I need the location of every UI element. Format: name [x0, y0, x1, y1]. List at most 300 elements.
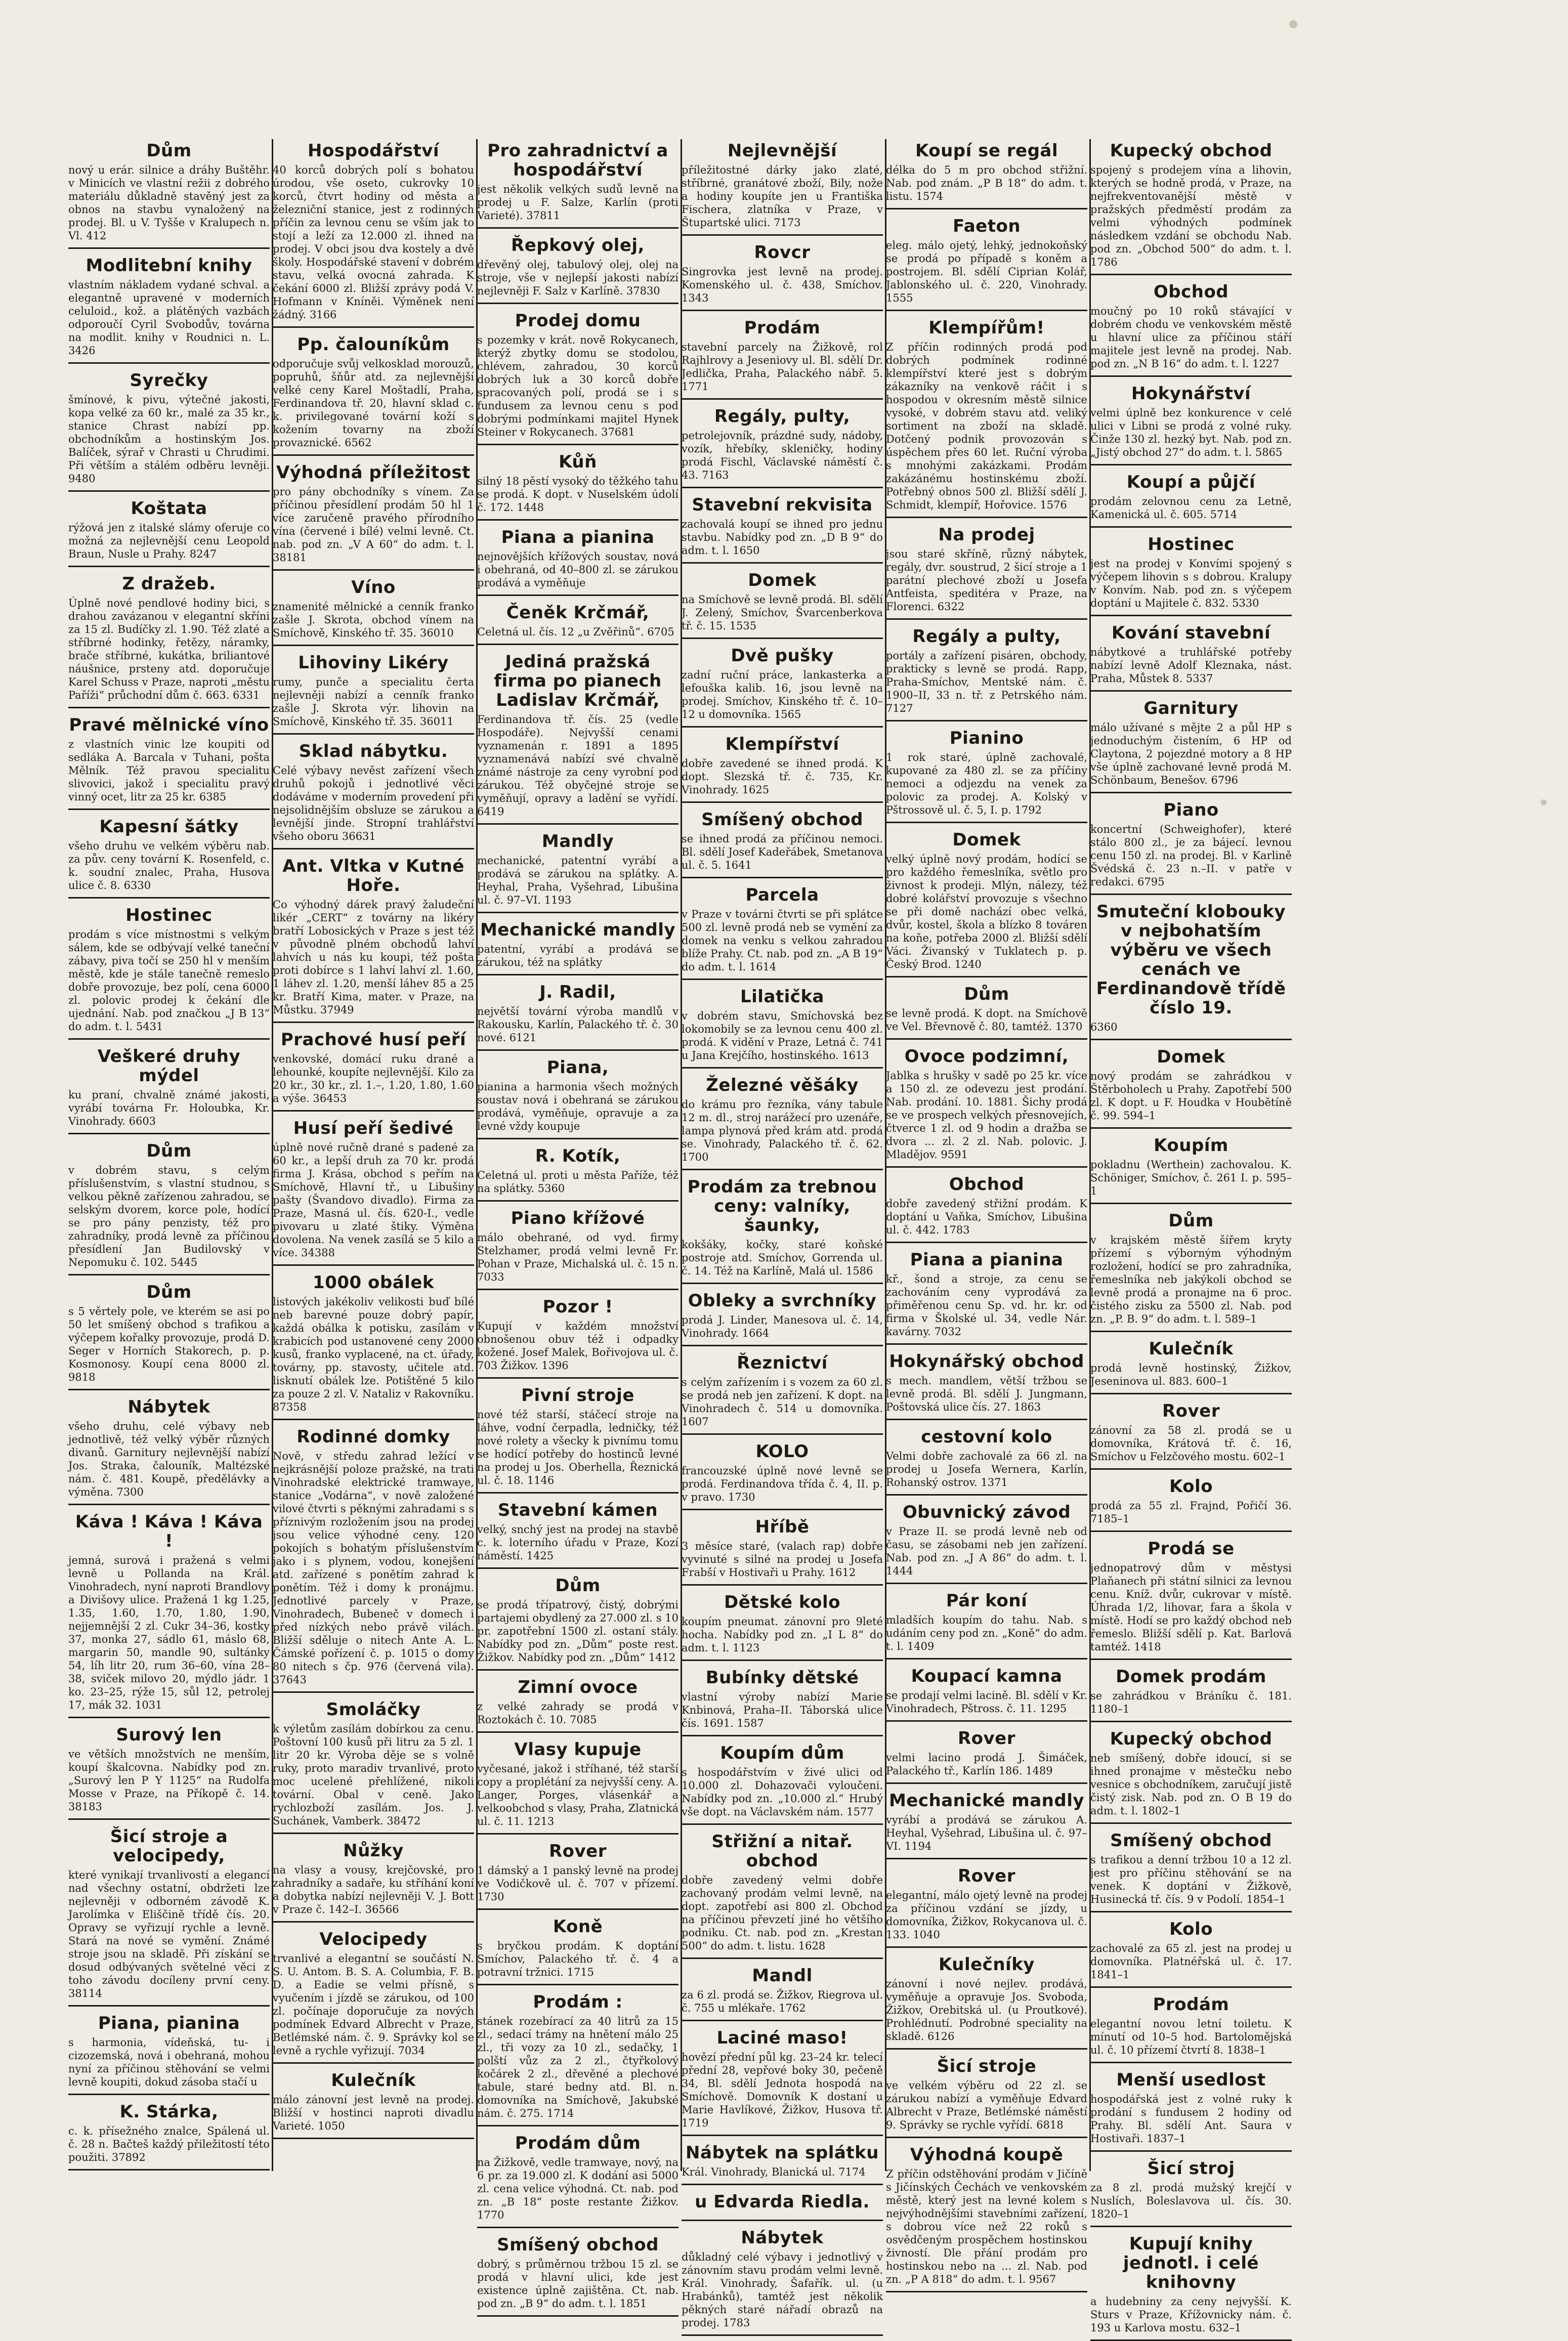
ad-body: vlastním nákladem vydané schval. a elegantně upravené v moderních celuloid., kož. a plátěných vazbách odporoučí Cyril Svobodův, továrna na modlit. knihy v Roudnici n. L. 3426: [68, 279, 270, 357]
classified-ad: [273, 653, 474, 735]
ad-body: 1 rok staré, úplně zachovalé, kupované za 480 zl. se za příčiny nemoci a odjezdu na venek za polovic za prodej. A. Kolský v Pštrossově ul. č. 5, I. p. 1792: [886, 751, 1087, 816]
ad-body: dřevěný olej, tabulový olej, olej na stroje, vše v nejlepší jakosti nabízí nejlevněji F. Salz v Karlíně. 37830: [477, 259, 679, 297]
ad-heading: Smuteční klobouky v nejbohatším výběru ve všech cenách ve Ferdinandově třídě číslo 19.: [1096, 902, 1286, 1018]
ad-heading: Velocipedy: [319, 1929, 428, 1949]
ad-heading: Domek prodám: [1116, 1667, 1266, 1687]
ad-body: do krámu pro řezníka, vány tabule 12 m. dl., stroj narážecí pro uzenáře, lampa plynová před krám atd. prodá se. Vinohrady, Palackého tř. č. 62. 1700: [682, 1098, 883, 1163]
ad-heading: KOLO: [755, 1441, 809, 1462]
ad-body: s mech. mandlem, větší tržbou se levně prodá. Bl. sdělí J. Jungmann, Poštovská ulice čís. 27. 1863: [886, 1375, 1087, 1413]
classified-ad: [682, 1517, 883, 1586]
classified-ad: [273, 463, 474, 571]
ad-body: příležitostné dárky jako zlaté, stříbrné, granátové zboží, Bily, nože a hodiny koupíte jen u Františka Fischera, zlatníka v Praze, v Štupartské ulici. 7173: [682, 164, 883, 229]
ad-body: zánovní za 58 zl. prodá se u domovníka, Krátová tř. č. 16, Smíchov u Felzčového mostu. 602–1: [1090, 1424, 1292, 1463]
ad-heading: Klempířství: [725, 734, 839, 754]
classified-ad: [886, 1667, 1087, 1722]
ad-body: c. k. přísežného znalce, Spálená ul. č. 28 n. Bačteš každý přiležitostí této použiti. 37892: [68, 2125, 270, 2163]
ad-body: Singrovka jest levně na prodej. Komenského ul. č. 438, Smíchov. 1343: [682, 266, 883, 304]
ad-body: v Praze v továrni čtvrti se při splátce 500 zl. levně prodá neb se vymění za domek na venku s velkou zahradou blíže Prahy. Ct. nab. pod zn. „A B 19“ do adm. t. l. 1614: [682, 908, 883, 973]
ad-heading: Pivní stroje: [521, 1385, 634, 1406]
ad-body: nový prodám se zahrádkou v Štěrboholech u Prahy. Zapotřebí 500 zl. K dopt. u F. Houdka v Houbětíně č. 99. 594–1: [1090, 1070, 1292, 1122]
classified-ad: [886, 1250, 1087, 1345]
ad-body: důkladný celé výbavy i jednotlivý v zánovním stavu prodám velmi levně. Král. Vinohrady, Šafařík. ul. (u Hrabánků), tamtéž jest několik pěkných staré nářadí obrazů na prodej. 1783: [682, 2251, 883, 2329]
classified-ad: [682, 571, 883, 639]
ad-body: hovězí přední půl kg. 23–24 kr. telecí přední 28, vepřové boky 30, pečeně 34, Bl. sdělí Jednota hospodá na Smíchově. Domovník K dostaní u Marie Havlíkové, Žižkov, Husova tř. 1719: [682, 2051, 883, 2129]
ad-body: se levně prodá. K dopt. na Smíchově ve Vel. Břevnově č. 80, tamtéž. 1370: [886, 1007, 1087, 1033]
ad-heading: Nábytek: [128, 1397, 210, 1417]
classified-ad: [68, 574, 270, 708]
ad-body: největší tovární výroba mandlů v Rakousku, Karlín, Palackého tř. č. 30 nové. 6121: [477, 1005, 679, 1044]
classified-ad: [68, 371, 270, 492]
classified-ad: [477, 528, 679, 596]
classified-ad: [886, 217, 1087, 311]
ad-body: velmi lacino prodá J. Šimáček, Palackého tř., Karlín 186. 1489: [886, 1752, 1087, 1777]
ad-body: elegantní novou letní toiletu. K mínutí od 10–5 hod. Bartolomějská ul. č. 10 přízemí čtvrtí 8. 1838–1: [1090, 2018, 1292, 2056]
classified-ad: [886, 1955, 1087, 2050]
ad-heading: Pár koní: [946, 1591, 1028, 1611]
ad-heading: Obchod: [1153, 282, 1229, 302]
ad-heading: Vlasy kupuje: [514, 1739, 642, 1760]
ad-body: Kupují v každém množství obnošenou obuv též i odpadky kožené. Josef Malek, Bořivojova ul. č. 703 Žižkov. 1396: [477, 1320, 679, 1372]
classified-ad: [477, 983, 679, 1051]
ad-body: francouzské úplně nové levně se prodá. Ferdinandova třída č. 4, II. p. v pravo. 1730: [682, 1465, 883, 1503]
classified-ad: [886, 627, 1087, 721]
ad-body: které vynikají trvanlivostí a elegancí nad všechny ostatní, obdržeti lze nejlevněji v odborném závodě K. Jarolímka v Eliščině třídě čís. 20. Opravy se vyřizují rychle a levně. Stará na nové se vymění. Známé stroje jsou na skladě. Při získání se dosud odbývaných světelné věci z toho závodu docíleny první ceny. 38114: [68, 1869, 270, 1999]
classified-ad: [477, 236, 679, 304]
ad-heading: Kůň: [559, 452, 597, 472]
classified-ad: [682, 1177, 883, 1284]
classified-ad: [886, 318, 1087, 518]
ad-body: velmi úplně bez konkurence v celé ulici v Libni se prodá z volné ruky. Činže 130 zl. hezký byt. Nab. pod zn. „Jistý obchod 27“ do adm. t. l. 5865: [1090, 407, 1292, 458]
ad-body: Ferdinandova tř. čís. 25 (vedle Hospodáře). Nejvyšší cenami vyznamenán r. 1891 a 1895 vyznamenává nabízí své chvalně známé nástroje za ceny vyrobní pod zárukou. Též obyčejné stroje se vyměňují, opravy a ladění se vyřídí. 6419: [477, 713, 679, 818]
ad-heading: Prodám :: [533, 1992, 623, 2012]
classified-ad: [1090, 1211, 1292, 1332]
classified-ad: [477, 1058, 679, 1139]
classified-ad: [477, 1678, 679, 1733]
classified-ad: [886, 141, 1087, 209]
ad-body: Celetná ul. proti u města Paříže, též na splátky. 5360: [477, 1169, 679, 1195]
ad-heading: Smíšený obchod: [701, 810, 863, 830]
classified-ad: [886, 1352, 1087, 1420]
ad-heading: Koupím dům: [720, 1743, 844, 1763]
ad-heading: Kupecký obchod: [1110, 1729, 1273, 1749]
ad-heading: Čeněk Krčmář,: [506, 603, 650, 623]
ad-body: zachovalé za 65 zl. jest na prodej u domovníka. Platnéřská ul. č. 17. 1841–1: [1090, 1942, 1292, 1981]
classified-ad: [682, 1442, 883, 1510]
ad-heading: Kování stavební: [1111, 623, 1271, 643]
ad-heading: Rovcr: [754, 242, 811, 263]
ad-body: ve větších množstvích ne menším, koupí škalcovna. Nabídky pod zn. „Surový len P Y 1125“ na Rudolfa Mosse v Praze, na Příkopě č. 14. 38183: [68, 1748, 270, 1813]
ad-body: nábytkové a truhlářské potřeby nabízí levně Adolf Kleznaka, nást. Praha, Můstek 8. 5337: [1090, 646, 1292, 685]
classified-ad: [682, 1291, 883, 1346]
classified-ad: [1090, 2070, 1292, 2152]
ad-heading: Víno: [351, 577, 396, 598]
classified-ad: [1090, 2234, 1292, 2341]
ad-heading: Dům: [964, 984, 1009, 1004]
ad-heading: Surový len: [116, 1725, 222, 1745]
ad-body: vyrábí a prodává se zárukou A. Heyhal, Vyšehrad, Libušina ul. č. 97–VI. 1194: [886, 1814, 1087, 1852]
classified-ad: [1090, 1667, 1292, 1722]
ad-heading: Mechanické mandly: [480, 920, 676, 940]
ad-heading: Obuvnický závod: [902, 1502, 1071, 1522]
ad-heading: Stavební kámen: [497, 1500, 658, 1520]
classified-ad: [682, 810, 883, 878]
ad-heading: Šicí stroje: [937, 2056, 1037, 2076]
classified-ad: [682, 2228, 883, 2336]
ad-body: v dobrém stavu, s celým příslušenstvím, s vlastní studnou, s velkou pěkně zařízenou zahradou, se selským dvorem, korce pole, hodící se pro pány penzisty, též pro zahradníky, prodá levně za příčinou přesídlení Jan Budilovský v Nepomuku č. 102. 5445: [68, 1164, 270, 1268]
ad-heading: Garnitury: [1143, 698, 1239, 718]
ad-body: vyčesané, jakož i stříhané, též starší copy a proplétání za nejvyšší ceny. A. Langer, Porges, vlásenkář a velkoobchod s vlasy, Praha, Zlatnická ul. č. 11. 1213: [477, 1763, 679, 1827]
ad-body: mechanické, patentní vyrábí a prodává se zárukou na splátky. A. Heyhal, Praha, Vyšehrad, Libušina ul. č. 97–VI. 1193: [477, 855, 679, 906]
ad-body: dobře zavedené se ihned prodá. K dopt. Slezská tř. č. 735, Kr. Vinohrady. 1625: [682, 757, 883, 796]
ad-body: patentní, vyrábí a prodává se zárukou, též na splátky: [477, 943, 679, 968]
ad-body: Celé výbavy nevěst zařízení všech druhů pokojů i jednotlivé věci dodáváme v moderním provedení při nejsolidnějším obsluze se zárukou a levnější jinde. Stropní trahlářství všeho oboru 36631: [273, 764, 474, 842]
ad-body: velký, snchý jest na prodej na stavbě c. k. loterního úřadu v Praze, Kozí náměstí. 1425: [477, 1523, 679, 1562]
classified-ad: [886, 1047, 1087, 1168]
ad-heading: Koštata: [131, 498, 207, 519]
ad-heading: Hostinec: [125, 905, 213, 925]
ad-heading: Pozor !: [542, 1297, 613, 1317]
ad-body: s harmonia, vídeňská, tu- i cizozemská, nová i obehraná, mohou nyní za příčinou stěhování se velmi levně koupiti, dokud zásoba stačí u: [68, 2036, 270, 2088]
ad-body: k výletům zasílám dobírkou za cenu. Poštovní 100 kusů při litru za 5 zl. 1 litr 20 kr. Výroba děje se s volně ruky, proto maradiv trvanlivé, proto moc ucelené přehlížené, nikoli tovární. Obal v ceně. Jako rychlozboží zasílám. Jos. J. Suchánek, Vamberk. 38472: [273, 1723, 474, 1827]
ad-heading: Piano křížové: [511, 1208, 645, 1228]
classified-ad: [682, 1593, 883, 1661]
ad-heading: Hokynářský obchod: [889, 1351, 1084, 1372]
ad-body: mladších koupím do tahu. Nab. s udáním ceny pod zn. „Koně“ do adm. t. l. 1409: [886, 1614, 1087, 1652]
ad-heading: Koupím: [1154, 1135, 1228, 1156]
ad-heading: Zimní ovoce: [518, 1677, 638, 1697]
ad-heading: Lilatička: [740, 987, 825, 1007]
ad-heading: K. Stárka,: [119, 2102, 219, 2122]
ad-heading: Výhodná koupě: [910, 2145, 1064, 2165]
ad-heading: Hokynářství: [1131, 384, 1251, 404]
ad-body: neb smíšený, dobře idoucí, si se ihned pronajme v městečku nebo vesnice s obchodníkem, zaručují jistě čistý zisk. Nab. pod zn. O B 19 do adm. t. l. 1802–1: [1090, 1752, 1292, 1817]
classified-ad: [273, 1841, 474, 1923]
ad-body: spojený s prodejem vína a lihovin, kterých se hodně prodá, v Praze, na nejfrekventovanější městě v pražských předměstí prodám za velmi výhodných podmínek následkem vzdání se obchodu Nab. pod zn. „Obchod 500“ do adm. t. l. 1786: [1090, 164, 1292, 268]
ad-heading: Piana a pianina: [910, 1250, 1064, 1270]
classified-ad: [886, 1791, 1087, 1859]
ad-body: prodá za 55 zl. Frajnd, Pořičí 36. 7185–1: [1090, 1500, 1292, 1525]
ad-body: 6360: [1090, 1021, 1118, 1033]
classified-ad: [1090, 1831, 1292, 1912]
ad-body: Nově, v středu zahrad ležící v nejkrásnější poloze pražské, na trati Vinohradské elektrické tramwaye, stanice „Vodárna“, v nově založené vilové čtvrti s pěknými zahradami s s příznivým rozložením jsou na prodej jsou velice výhodné ceny. 120 pokojích s bohatým příslušenstvím jako i s plynem, vodou, konejšení atd. zařízené s ponětím zahrad k ponětím. Též i domy k pronájmu. Jednotlivé parcely v Praze, Vinohradech, Bubeneč v domech i před nízkých nebo právě vilách. Bližší sděluje o nitech Ante A. L. Čámské pořízení č. p. 1015 o domy 80 nitech s čp. 976 (červená vila). 37643: [273, 1450, 474, 1686]
classified-ad: [1090, 902, 1292, 1040]
ad-heading: Kulečníky: [939, 1954, 1035, 1975]
classified-ad: [682, 1076, 883, 1170]
ad-body: pianina a harmonia všech možných soustav nová i obehraná se zárukou prodává, vyměňuje, opravuje a za levné vždy koupuje: [477, 1081, 679, 1132]
classified-ad: [682, 1353, 883, 1435]
classified-ad: [68, 2014, 270, 2095]
ad-body: se ihned prodá za příčinou nemoci. Bl. sdělí Josef Kadeřábek, Smetanova ul. č. 5. 1641: [682, 833, 883, 871]
ad-heading: Ant. Vltka v Kutné Hoře.: [282, 856, 464, 896]
classified-ad: [477, 1386, 679, 1494]
classified-ad: [682, 1966, 883, 2021]
ad-body: Co výhodný dárek pravý žaludeční likér „CERT“ z továrny na likéry bratří Lobosických v Praze s jest též v původně plném obchodů lahví lahvích u nás ku koupi, též pošta proti dobírce s 1 lahví lahví zl. 1.60, 1 láhev zl. 1.20, menší láhev 85 a 25 kr. Bratří Kima, mater. v Praze, na Můstku. 37949: [273, 899, 474, 1016]
ad-body: ve velkém výběru od 22 zl. se zárukou nabízí a vyměňuje Edvard Albrecht v Praze, Betlémské náměstí 9. Správky se rychle vyřídí. 6818: [886, 2079, 1087, 2131]
ad-heading: R. Kotík,: [535, 1146, 621, 1166]
classified-ad: [273, 1700, 474, 1834]
ad-heading: Pianino: [949, 728, 1024, 748]
ad-body: se prodá třípatrový, čistý, dobrými partajemi obydlený za 27.000 zl. s 10 pr. zapotřební 1500 zl. ostaní stály. Nabídky pod zn. „Dům“ poste rest. Žižkov. Nabídky pod zn. „Dům“ 1412: [477, 1599, 679, 1664]
classified-ad: [273, 578, 474, 646]
ad-heading: Na prodej: [938, 525, 1035, 545]
ad-body: prodám zelovnou cenu za Letně, Kamenická ul. č. 605. 5714: [1090, 495, 1292, 521]
classified-ad: [1090, 1401, 1292, 1470]
ad-column-5: [886, 139, 1087, 2285]
ad-body: zachovalá koupí se ihned pro jednu stavbu. Nabídky pod zn. „D B 9“ do adm. t. l. 1650: [682, 518, 883, 557]
classified-ad: [1090, 1477, 1292, 1532]
ad-body: šmínové, k pivu, výtečné jakosti, kopa velké za 60 kr., malé za 35 kr., stanice Chrast nabízí pp. obchodníkům a hostinským Jos. Balíček, sýrař v Chrasti u Chrudimi. Při větším a stálém odběru levněji. 9480: [68, 394, 270, 485]
classified-ad: [886, 1866, 1087, 1948]
ad-body: na Žižkově, vedle tramwaye, nový, na 6 pr. za 19.000 zl. K dodání asi 5000 zl. cena velice výhodná. Ct. nab. pod zn. „B 18“ poste restante Žižkov. 1770: [477, 2156, 679, 2221]
ad-body: na Smíchově se levně prodá. Bl. sdělí J. Zelený, Smíchov, Švarcenberkova tř. č. 15. 1535: [682, 593, 883, 632]
classified-ad: [1090, 623, 1292, 692]
classified-ad: [273, 742, 474, 849]
classified-ad: [886, 830, 1087, 977]
ad-heading: Kulečník: [1149, 1339, 1234, 1359]
ad-heading: Jediná pražská firma po pianech Ladislav Krčmář,: [494, 652, 662, 710]
classified-ad: [477, 1146, 679, 1202]
classified-ad: [477, 2235, 679, 2317]
classified-ad: [273, 2071, 474, 2139]
ad-body: petrolejovník, prázdné sudy, nádoby, vozík, hřebíky, skleničky, hodiny prodá Fischl, Václavské náměstí č. 43. 7163: [682, 430, 883, 481]
ad-heading: Syrečky: [130, 370, 208, 391]
ad-heading: Sklad nábytku.: [299, 741, 448, 761]
classified-ad: [477, 1209, 679, 1290]
classified-ad: [477, 1297, 679, 1379]
ad-body: stavební parcely na Žižkově, rol Rajhlrovy a Jeseniovy ul. Bl. sdělí Dr. Jedlička, Praha, Palackého nábř. 5. 1771: [682, 341, 883, 393]
classified-ad: [682, 2028, 883, 2136]
ad-heading: Obleky a svrchníky: [688, 1291, 877, 1311]
ad-body: vlastní výroby nabízí Marie Knbinová, Praha–II. Táborská ulice čís. 1691. 1587: [682, 1691, 883, 1729]
classified-ad: [68, 1397, 270, 1505]
classified-ad: [477, 652, 679, 825]
ad-body: dobrý, s průměrnou tržbou 15 zl. se prodá v hlavní ulici, kde jest existence úplně zajištěna. Ct. nab. pod zn. „B 9“ do adm. t. l. 1851: [477, 2258, 679, 2310]
ad-column-2: [273, 139, 474, 2176]
paper-stain: [1541, 799, 1547, 805]
ad-body: koncertní (Schweighofer), které stálo 800 zl., je za bájecí. levnou cenu 150 zl. na prodej. Bl. v Karlině Švédská č. 23 n.–II. v patře v redakci. 6795: [1090, 823, 1292, 888]
ad-body: dobře zavedený střižní prodám. K doptání u Vaňka, Smíchov, Libušina ul. č. 442. 1783: [886, 1198, 1087, 1236]
ad-body: velký úplně nový prodám, hodící se pro každého řemeslníka, světlo pro živnost k prodeji. Mlýn, nálezy, též dobré kolářství provozuje s všechno se při domě nachází obec velká, dvůr, kostel, škola a blízko 8 továren na koňe, potřeba 2000 zl. Bližší sdělí Váci. Živanský v Tuklatech p. p. Český Brod. 1240: [886, 853, 1087, 970]
classified-ad: [1090, 1995, 1292, 2063]
ad-body: moučný po 10 roků stávající v dobrém chodu ve venkovském městě u hlavní ulice za příčinou stáří majitele jest levně na prodej. Nab. pod zn. „N B 16“ do adm. t. l. 1227: [1090, 305, 1292, 370]
ad-body: všeho druhu, celé výbavy neb jednotlivě, též velký výběr různých divanů. Garnitury nejlevnější nabízí Jos. Straka, čalouník, Maltézské nám. č. 481. Koupě, předělávky a výměna. 7300: [68, 1420, 270, 1498]
classified-ad: [477, 1740, 679, 1835]
ad-body: Král. Vinohrady, Blanická ul. 7174: [682, 2166, 866, 2178]
ad-body: nový u erár. silnice a dráhy Buštěhr. v Minicích ve vlastní režii z dobrého materiálu důkladně stavěný jest za obnos na stavbu vynaložený na prodej. Bl. u V. Tyšše v Kralupech n. Vl. 412: [68, 164, 270, 242]
classified-ad: [477, 920, 679, 975]
ad-body: délka do 5 m pro obchod střižní. Nab. pod znám. „P B 18“ do adm. t. listu. 1574: [886, 164, 1087, 202]
ad-body: zadní ruční práce, lankasterka a lefouška kalib. 16, jsou levně na prodej. Smíchov, Kinského tř. č. 10–12 u domovníka. 1565: [682, 669, 883, 720]
ad-heading: Rover: [1162, 1401, 1220, 1421]
ad-body: koupím pneumat. zánovní pro 9leté hocha. Nabídky pod zn. „I L 8“ do adm. t. l. 1123: [682, 1615, 883, 1654]
ad-body: Z příčin odstěhování prodám v Jičíně s Jičínských Čechách ve venkovském městě, který jest na levné kolem s nejvýhodnějšími stavebními zařízení, s dobrou více než 22 roků s osvědčeným prospěchem hostinskou živností. Dle přání prodám pro hostinskou nebo na ... zl. Nab. pod zn. „P A 818“ do adm. t. l. 9567: [886, 2168, 1087, 2285]
ad-heading: Rover: [957, 1728, 1016, 1749]
ad-body: s hospodářstvím v živé ulici od 10.000 zl. Dohazovači vyloučeni. Nabídky pod zn. „10.000 zl.“ Hrubý vše dopt. na Václavském nám. 1577: [682, 1766, 883, 1818]
ad-heading: Střižní a nitař. obchod: [711, 1832, 853, 1871]
ad-heading: Káva ! Káva ! Káva !: [75, 1512, 263, 1551]
ad-body: úplně nové ručně drané s padené za 60 kr., a lepší druh za 70 kr. prodá firma J. Krása, obchod s peřím na Smíchově, Hlavní tř., u Libušiny pašty (Švandovo divadlo). Firma za Praze, Masná ul. čís. 620-I., vedle pivovaru u zlaté štiky. Výměna dovolena. Na venek zasílá se 5 kilo a více. 34388: [273, 1141, 474, 1259]
classified-ad: [68, 141, 270, 249]
classified-ad: [477, 1842, 679, 1910]
ad-heading: Šicí stroj: [1147, 2158, 1235, 2179]
ad-body: kř., šond a stroje, za cenu se zachováním ceny vyprodává za přiměřenou cenu Sp. vd. hr. kr. od firma v Školské ul. 34, vedle Nár. kavárny. 7032: [886, 1273, 1087, 1338]
ad-heading: Mandl: [752, 1966, 813, 1986]
ad-heading: Menší usedlost: [1116, 2070, 1266, 2090]
ad-body: prodá J. Linder, Manesova ul. č. 14, Vinohrady. 1664: [682, 1314, 883, 1339]
classified-ad: [477, 832, 679, 913]
classified-ad: [682, 495, 883, 564]
ad-body: všeho druhu ve velkém výběru nab. za pův. ceny tovární K. Rosenfeld, c. k. soudní znalec, Praha, Husova ulice č. 8. 6330: [68, 840, 270, 891]
ad-heading: Ovoce podzimní,: [904, 1046, 1069, 1067]
ad-heading: Nůžky: [343, 1841, 404, 1861]
classified-ad: [68, 256, 270, 364]
ad-body: prodám s více místnostmi s velkým sálem, kde se odbývají velké taneční zábavy, piva točí se 250 hl v menším městě, kde je stále tanečně remeslo dobře provozuje, bez polí, cena 6000 zl. polovic prodej k čekání dle ujednání. Nab. pod značkou „J B 13“ do adm. t. l. 5431: [68, 928, 270, 1033]
classified-ad: [68, 1047, 270, 1134]
classified-ad: [682, 735, 883, 803]
ad-body: 1 dámský a 1 panský levně na prodej ve Vodičkově ul. č. 707 v přízemí. 1730: [477, 1864, 679, 1903]
ad-heading: J. Radil,: [539, 982, 616, 1002]
ad-body: za 8 zl. prodá mužský krejčí v Nuslích, Boleslavova ul. čís. 30. 1820–1: [1090, 2182, 1292, 2220]
ad-heading: Nejlevnější: [727, 141, 837, 161]
ad-body: se zahrádkou v Bráníku č. 181. 1180–1: [1090, 1690, 1292, 1715]
classified-ad: [477, 603, 679, 645]
ad-body: silný 18 pěstí vysoký do těžkého tahu se prodá. K dopt. v Nuselském údolí č. 172. 1448: [477, 475, 679, 514]
ad-heading: Faeton: [952, 216, 1021, 236]
ad-body: Velmi dobře zachovalé za 66 zl. na prodej u Josefa Wernera, Karlín, Rohanský ostrov. 1371: [886, 1450, 1087, 1488]
classified-ad: [886, 2057, 1087, 2138]
classified-ad: [682, 2143, 883, 2185]
ad-body: v Praze II. se prodá levně neb od času, se zásobami neb jen zařízení. Nab. pod zn. „J A 86“ do adm. t. l. 1444: [886, 1525, 1087, 1577]
ad-body: s 5 věrtely pole, ve kterém se asi po 50 let smíšený obchod s trafikou a výčepem kořalky provozuje, prodá D. Seger v Horních Stakorech, p. p. Kosmonosy. Koupí cena 8000 zl. 9818: [68, 1305, 270, 1383]
classified-ad: [682, 1668, 883, 1736]
ad-heading: Modlitební knihy: [86, 256, 252, 276]
ad-body: se prodají velmi lacině. Bl. sdělí v Kr. Vinohradech, Pštross. č. 11. 1295: [886, 1689, 1087, 1715]
ad-heading: Rover: [548, 1841, 607, 1861]
ad-body: z vlastních vinic lze koupiti od sedláka A. Barcala v Tuhani, pošta Mělník. Též pravou specialitu slivovici, jakož i specialitu pravý vinný ocet, litr za 25 kr. 6385: [68, 738, 270, 803]
ad-heading: Kolo: [1169, 1919, 1213, 1939]
ad-heading: Pro zahradnictví a hospodářství: [487, 141, 668, 180]
ad-heading: Kapesní šátky: [99, 817, 239, 837]
ad-body: rýžová jen z italské slámy oferuje co možná za nejlevnější cenu Leopold Braun, Nusle u Prahy. 8247: [68, 522, 270, 560]
ad-heading: Domek: [1157, 1047, 1225, 1067]
ad-heading: Dům: [1168, 1211, 1214, 1231]
classified-ad: [1090, 141, 1292, 275]
ad-heading: Piana,: [546, 1057, 609, 1078]
classified-ad: [1090, 1539, 1292, 1660]
classified-ad: [68, 817, 270, 899]
classified-ad: [68, 1827, 270, 2007]
ad-body: elegantní, málo ojetý levně na prodej za příčinou vzdání se jízdy, u domovníka, Žižkov, Rokycanova ul. č. 133. 1040: [886, 1889, 1087, 1941]
classified-ad: [273, 141, 474, 328]
classified-ad: [886, 525, 1087, 620]
ad-heading: Koupí a půjčí: [1126, 472, 1256, 492]
ad-body: s bryčkou prodám. K doptání Smíchov, Palackého tř. č. 4 a potravní tržnici. 1715: [477, 1940, 679, 1978]
ad-heading: Stavební rekvisita: [692, 495, 873, 515]
ad-heading: Smíšený obchod: [497, 2235, 659, 2255]
ad-body: málo obehrané, od vyd. firmy Stelzhamer, prodá velmi levně Fr. Pohan v Praze, Michalská ul. č. 15 n. 7033: [477, 1231, 679, 1283]
classified-ad: [682, 885, 883, 980]
ad-body: málo užívané s mějte 2 a půl HP s jednoduchým čistením, 6 HP od Claytona, 2 pojezdné motory a 8 HP vše úplně zachované levně prodá M. Schönbaum, Benešov. 6796: [1090, 721, 1292, 786]
ad-body: prodá levně hostinský, Žižkov, Jeseninova ul. 883. 600–1: [1090, 1362, 1292, 1387]
ad-body: dobře zavedený velmi dobře zachovaný prodám velmi levně, na dopt. zapotřebí asi 800 zl. Obchod na příčinou převzetí jiné ho většího podniku. Ct. nab. pod zn. „Krestan 500“ do adm. t. listu. 1628: [682, 1874, 883, 1952]
ad-body: ku praní, chvalně známé jakosti, vyrábí továrna Fr. Holoubka, Kr. Vinohrady. 6603: [68, 1089, 270, 1127]
classified-ad: [682, 243, 883, 311]
ad-heading: Rover: [957, 1866, 1016, 1886]
ad-heading: Pp. čalouníkům: [297, 334, 450, 355]
ad-heading: Koně: [553, 1917, 603, 1937]
ad-body: s trafikou a denní tržbou 10 a 12 zl. jest pro příčinu stěhování se na venek. K doptání v Žižkově, Husinecká tř. čís. 9 v Podolí. 1854–1: [1090, 1854, 1292, 1905]
ad-heading: Dům: [555, 1576, 601, 1596]
ad-heading: Laciné maso!: [716, 2028, 848, 2048]
classified-ad: [1090, 1047, 1292, 1129]
classified-ad: [68, 1141, 270, 1275]
ad-heading: cestovní kolo: [921, 1427, 1052, 1447]
ad-body: s pozemky v krát. nově Rokycanech, kterýž zbytky domu se stodolou, chlévem, zahradou, 30 korců dobrých luk a 30 korců dobře spracovaných polí, prodá se i s fundusem za levnou cenu s pod dobrými podmínkami majitel Hynek Steiner v Rokycanech. 37681: [477, 334, 679, 438]
classified-ad: [886, 1503, 1087, 1584]
classified-ad: [1090, 1136, 1292, 1204]
ad-heading: Hostinec: [1148, 534, 1235, 555]
ad-heading: Mechanické mandly: [888, 1791, 1085, 1811]
ad-column-6: [1090, 139, 1292, 2334]
classified-ad: [1090, 535, 1292, 616]
ad-heading: Regály a pulty,: [912, 626, 1061, 647]
classified-ad: [477, 2134, 679, 2228]
ad-body: portály a zařízení pisáren, obchody, prakticky s levně se prodá. Rapp, Praha-Smíchov, Mentské nám. č. 1900–II, 33 n. tř. z Petrského nám. 7127: [886, 650, 1087, 714]
ad-body: kokšáky, kočky, staré koňské postroje atd. Smíchov, Gorrenda ul. č. 14. Též na Karlíně, Malá ul. 1586: [682, 1239, 883, 1277]
ad-heading: Pravé mělnické víno: [69, 715, 269, 735]
ad-heading: Prodej domu: [515, 311, 641, 331]
ad-body: 40 korců dobrých polí s bohatou úrodou, vše oseto, cukrovky 10 korců, čtvrt hodiny od města a železniční stanice, jest z rodinných příčin za levnou cenu se vším jak to stojí a leží za 12.000 zl. ihned na prodej. V obci jsou dva kostely a dvě školy. Hospodářské stavení v dobrém stavu, velká ovocná zahrada. K čekání 6000 zl. Bližší zprávy podá V. Hofmann v Kníněi. Výměnek není žádný. 3166: [273, 164, 474, 321]
ad-heading: Lihoviny Likéry: [298, 653, 449, 673]
ad-heading: Nábytek: [741, 2228, 824, 2248]
classified-ad: [68, 2102, 270, 2170]
classified-ad: [1090, 2159, 1292, 2227]
ad-body: eleg. málo ojetý, lehký, jednokoňský se prodá po případě s koněm a postrojem. Bl. sdělí Ciprian Kolář, Jablonského ul. č. 220, Vinohrady. 1555: [886, 239, 1087, 304]
ad-heading: Kolo: [1169, 1476, 1213, 1497]
classified-ad: [886, 1591, 1087, 1659]
ad-body: na vlasy a vousy, krejčovské, pro zahradníky a sadaře, ku stříhání koní a dobytka nabízí nejlevněji V. J. Bott v Praze č. 142–I. 36566: [273, 1864, 474, 1916]
ad-body: hospodářská jest z volné ruky k prodání s fundusem 2 hodiny od Prahy. Bl. sdělí Ant. Saura v Hostivaři. 1837–1: [1090, 2093, 1292, 2145]
ad-body: rumy, punče a specialitu čerta nejlevněji nabízí a cenník franko zašle J. Skrota výr. lihovin na Smíchově, Kinského tř. 35. 36011: [273, 676, 474, 728]
ad-body: nové též starší, stáčecí stroje na láhve, vodní čerpadla, ledničky, též nové rolety a všecky k pivnímu tomu se hodící potřeby do hostinců levné na prodej u Jos. Oberhella, Řeznická ul. č. 18. 1146: [477, 1409, 679, 1486]
ad-heading: Piana a pianina: [501, 527, 655, 547]
ad-heading: Domek: [748, 570, 817, 590]
classified-ad: [273, 1273, 474, 1420]
ad-heading: Dům: [146, 1141, 192, 1161]
ad-body: odporučuje svůj velkosklad morouzů, popruhů, šňůr atd. za nejlevnější velké ceny Karel Moštadlí, Praha, Ferdinandova tř. 20, hlavní sklad c. k. privilegované tovární koží s kožením tovarny na zboží provaznické. 6562: [273, 358, 474, 449]
classified-ad: [1090, 473, 1292, 528]
ad-heading: Hospodářství: [307, 141, 440, 161]
ad-heading: Domek: [952, 830, 1021, 850]
ad-heading: Koupací kamna: [911, 1666, 1063, 1686]
ad-heading: Dům: [146, 141, 192, 161]
classified-ad: [273, 1030, 474, 1112]
ad-body: nejnovějších křížových soustav, nová i obehraná, od 40–800 zl. se zárukou prodává a vyměňuje: [477, 550, 679, 589]
classified-ad: [68, 499, 270, 567]
ad-heading: Prodám za trebnou ceny: valníky, šaunky,: [687, 1177, 877, 1236]
classified-ad: [1090, 800, 1292, 895]
ad-heading: Dům: [146, 1282, 192, 1302]
classified-ad: [682, 1832, 883, 1959]
ad-body: venkovské, domácí ruku drané a lehounké, koupíte nejlevnější. Kilo za 20 kr., 30 kr., zl. 1.–, 1.20, 1.80, 1.60 a výše. 36453: [273, 1053, 474, 1104]
classified-ad: [68, 715, 270, 810]
classified-ad: [886, 985, 1087, 1040]
classified-ad: [886, 1175, 1087, 1243]
classified-ad: [477, 1576, 679, 1671]
ad-heading: Obchod: [949, 1174, 1025, 1195]
ad-heading: Prodá se: [1148, 1539, 1235, 1559]
ad-heading: u Edvarda Riedla.: [695, 2192, 870, 2212]
